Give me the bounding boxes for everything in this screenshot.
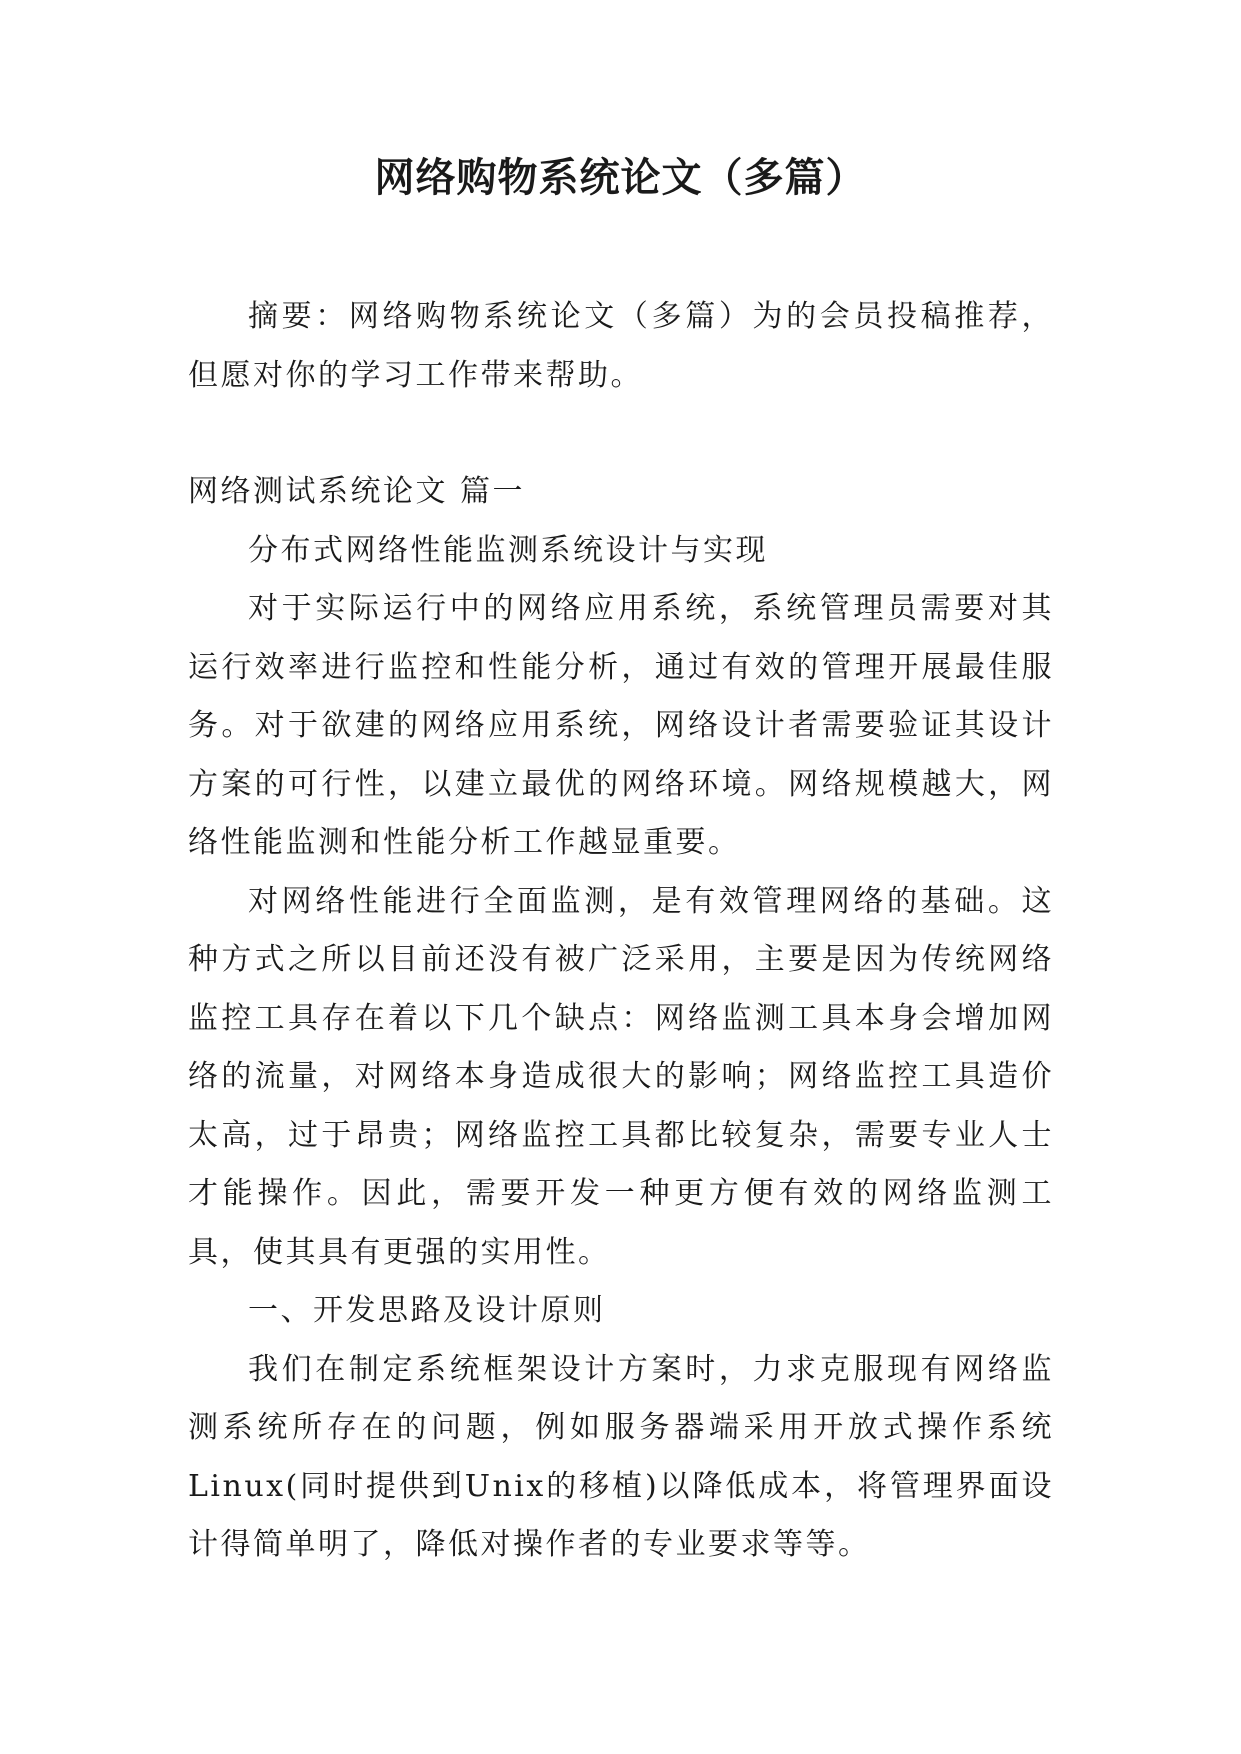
- article-title: 分布式网络性能监测系统设计与实现: [248, 532, 768, 568]
- document-title: 网络购物系统论文（多篇）: [374, 155, 867, 201]
- abstract-paragraph: 摘要：网络购物系统论文（多篇）为的会员投稿推荐，但愿对你的学习工作带来帮助。: [188, 299, 1054, 393]
- body-paragraph-3: 我们在制定系统框架设计方案时，力求克服现有网络监测系统所存在的问题，例如服务器端采用开放式操作系统Linux(同时提供到Unix的移植)以降低成本，将管理界面设计得简单明了，降低对操作者的专业要求等等。: [188, 1351, 1054, 1562]
- subheading: 一、开发思路及设计原则: [248, 1293, 606, 1328]
- document-body: [188, 288, 1054, 1575]
- body-paragraph-2: 对网络性能进行全面监测，是有效管理网络的基础。这种方式之所以目前还没有被广泛采用，主要是因为传统网络监控工具存在着以下几个缺点：网络监测工具本身会增加网络的流量，对网络本身造成很大的影响；网络监控工具造价太高，过于昂贵；网络监控工具都比较复杂，需要专业人士才能操作。因此，需要开发一种更方便有效的网络监测工具，使其具有更强的实用性。: [188, 883, 1054, 1270]
- spacer: [188, 405, 1054, 463]
- section-heading: 网络测试系统论文 篇一: [188, 474, 526, 509]
- body-paragraph-1: 对于实际运行中的网络应用系统，系统管理员需要对其运行效率进行监控和性能分析，通过有效的管理开展最佳服务。对于欲建的网络应用系统，网络设计者需要验证其设计方案的可行性，以建立最优的网络环境。网络规模越大，网络性能监测和性能分析工作越显重要。: [188, 591, 1054, 860]
